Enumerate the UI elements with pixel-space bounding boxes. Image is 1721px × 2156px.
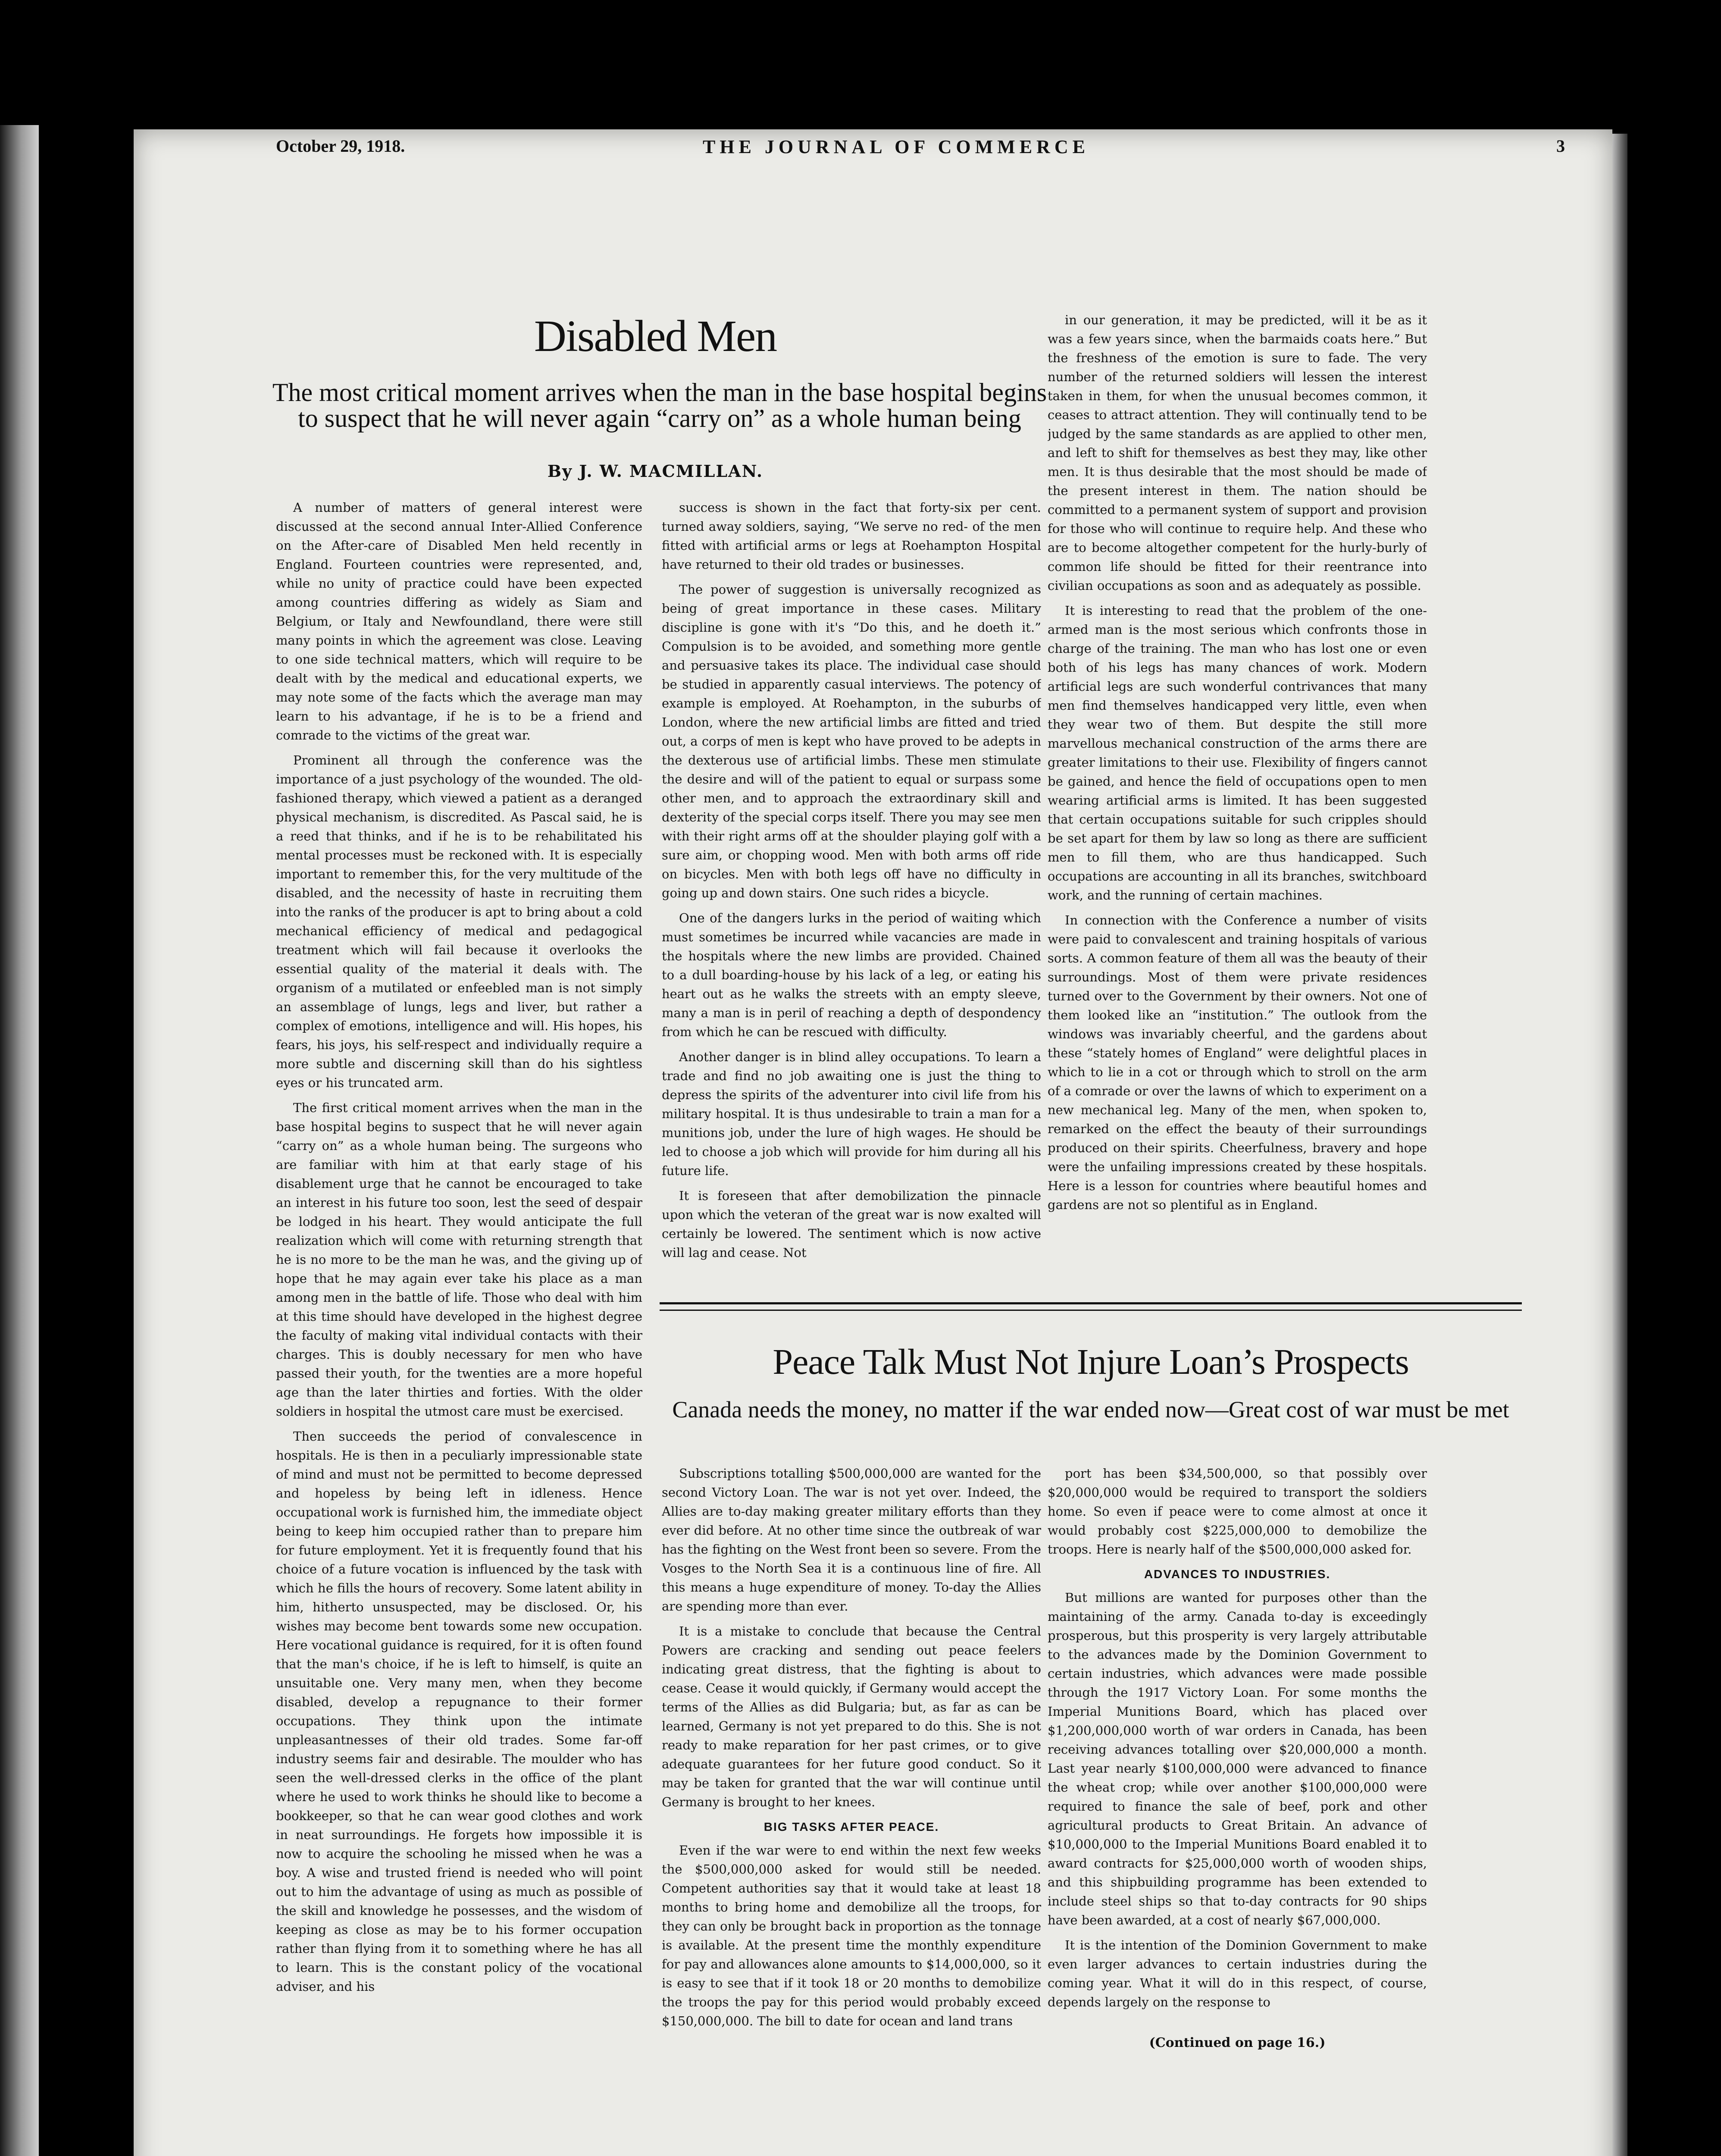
- paragraph: Subscriptions totalling $500,000,000 are wanted for the second Victory Loan. The war is not yet over. Indeed, the Allies are to-day making greater military efforts than they ever did before. At no other time since the outbreak of war has the fighting on the West front been so severe. From the Vosges to the North Sea it is a continuous line of fire. All this means a huge expenditure of money. To-day the Allies are spending more than ever.: [662, 1466, 1041, 1614]
- paragraph: It is a mistake to conclude that because the Central Powers are cracking and sending out peace feelers indicating great distress, that the fighting is about to cease. Cease it would quickly, if Germany would accept the terms of the Allies as did Bulgaria; but, as far as can be learned, Germany is not yet prepared to do this. She is not ready to make reparation for her past crimes, or to give adequate guarantees for her future good conduct. So it may be taken for granted that the war will continue until Germany is brought to her knees.: [662, 1624, 1041, 1809]
- page-right-edge: [1612, 134, 1627, 2156]
- subheading-big-tasks: BIG TASKS AFTER PEACE.: [763, 1820, 939, 1833]
- paragraph: Prominent all through the conference was the importance of a just psychology of the wounded. The old-fashioned therapy, which viewed a patient as a deranged physical mechanism, is discredited. As Pascal said, he is a reed that thinks, and if he is to be rehabilitated his mental processes must be reckoned with. It is especially important to remember this, for the very multitude of the disabled, and the necessity of haste in recruiting them into the ranks of the producer is apt to bring about a cold mechanical efficiency of medical and pedagogical treatment which will fail because it overlooks the essential quality of the material it deals with. The organism of a mutilated or enfeebled man is not simply an assemblage of lungs, legs and liver, but rather a complex of emotions, intelligence and will. His hopes, his fears, his joys, his self-respect and individually require a more subtle and discerning skill than do his sightless eyes or his truncated arm.: [276, 753, 642, 1090]
- paragraph: The power of suggestion is universally recognized as being of great importance in these cases. Military discipline is gone with it's “Do this, and he doeth it.” Compulsion is to be avoided, and something more gentle and persuasive takes its place. The individual case should be studied in apparently casual interviews. The potency of example is employed. At Roehampton, in the suburbs of London, where the new artificial limbs are fitted and tried out, a corps of men is kept who have proved to be adepts in the dexterous use of artificial limbs. These men stimulate the desire and will of the patient to equal or surpass some other men, and to approach the extraordinary skill and dexterity of the special corps itself. There you may see men with their right arms off at the shoulder playing golf with a sure aim, or chopping wood. Men with both arms off ride on bicycles. Men with both legs off have no difficulty in going up and down stairs. One such rides a bicycle.: [662, 582, 1041, 900]
- scan-left-edge: [0, 125, 39, 2156]
- article2-subtitle: Canada needs the money, no matter if the war ended now—Great cost of war must be met: [672, 1397, 1509, 1423]
- paragraph: success is shown in the fact that forty-six per cent. turned away soldiers, saying, “We serve no red- of the men fitted with artificial arms or legs at Roehampton Hospital have returned to their old trades or businesses.: [662, 500, 1041, 572]
- paragraph: One of the dangers lurks in the period of waiting which must sometimes be incurred while vacancies are made in the hospitals where the new limbs are provided. Chained to a dull boarding-house by his lack of a leg, or eating his heart out as he walks the streets with an empty sleeve, many a man is in peril of reaching a depth of despondency from which he can be rescued with difficulty.: [662, 911, 1041, 1039]
- article-subtitle: The most critical moment arrives when the man in the base hospital begins to suspect that he will never again “carry on” as a whole human being: [272, 378, 1047, 432]
- article2-column-1: [662, 1464, 1041, 2059]
- page-number: 3: [1556, 136, 1565, 156]
- continued-note: (Continued on page 16.): [1149, 2035, 1326, 2050]
- article2-column-2: [1048, 1464, 1427, 2024]
- paragraph: But millions are wanted for purposes other than the maintaining of the army. Canada to-day is exceedingly prosperous, but this prosperity is very largely attributable to the advances made by the Dominion Government to certain industries, which advances were made possible through the 1917 Victory Loan. For some months the Imperial Munitions Board, which has placed over $1,200,000,000 worth of war orders in Canada, has been receiving advances totalling over $20,000,000 a month. Last year nearly $100,000,000 were advanced to finance the wheat crop; while over another $100,000,000 were required to finance the sale of beef, pork and other agricultural products to Great Britain. An advance of $10,000,000 to the Imperial Munitions Board enabled it to award contracts for $25,000,000 worth of wooden ships, and this shipbuilding programme has been extended to include steel ships so that to-day contracts for 90 ships have been awarded, at a cost of nearly $67,000,000.: [1048, 1590, 1427, 1927]
- article-byline: By J. W. MACMILLAN.: [547, 461, 763, 481]
- paragraph: A number of matters of general interest were discussed at the second annual Inter-Allied Conference on the After-care of Disabled Men held recently in England. Fourteen countries were represented, and, while no unity of practice could have been expected among countries differing as widely as Siam and Belgium, or Italy and Newfoundland, there were still many points in which the agreement was close. Leaving to one side technical matters, which will require to be dealt with by the medical and educational experts, we may note some of the facts which the average man may learn to his advantage, if he is to be a friend and comrade to the victims of the great war.: [276, 500, 642, 743]
- subheading-advances: ADVANCES TO INDUSTRIES.: [1144, 1567, 1331, 1581]
- article1-column-3: [1048, 310, 1427, 1294]
- article-title: Disabled Men: [534, 311, 777, 361]
- paragraph: Another danger is in blind alley occupations. To learn a trade and find no job awaiting one is just the thing to depress the spirits of the adventurer into civil life from his military hospital. It is thus undesirable to train a man for a munitions job, under the lure of high wages. He should be led to choose a job which will provide for him during all his future life.: [662, 1050, 1041, 1178]
- paragraph: Even if the war were to end within the next few weeks the $500,000,000 asked for would still be needed. Competent authorities say that it would take at least 18 months to bring home and demobilize all the troops, for they can only be brought back in proportion as the tonnage is available. At the present time the monthly expenditure for pay and allowances alone amounts to $14,000,000, so it is easy to see that if it took 18 or 20 months to demobilize the troops the pay for this period would probably exceed $150,000,000. The bill to date for ocean and land trans: [662, 1843, 1041, 2028]
- paragraph: In connection with the Conference a number of visits were paid to convalescent and training hospitals of various sorts. A common feature of them all was the beauty of their surroundings. Most of them were private residences turned over to the Government by their owners. Not one of them looked like an “institution.” The outlook from the windows was invariably cheerful, and the gardens about these “stately homes of England” were delightful places in which to lie in a cot or through which to stroll on the arm of a comrade or over the lawns of which to experiment on a new mechanical leg. Many of the men, when spoken to, remarked on the effect the beauty of their surroundings produced on their spirits. Cheerfulness, bravery and hope were the unfailing impressions created by these hospitals. Here is a lesson for countries where beautiful homes and gardens are not so plentiful as in England.: [1048, 913, 1427, 1212]
- paragraph: It is interesting to read that the problem of the one-armed man is the most serious which confronts those in charge of the training. The man who has lost one or even both of his legs has many chances of work. Modern artificial legs are such wonderful contrivances that many men find themselves handicapped very little, even when they wear two of them. But despite the still more marvellous mechanical construction of the arms there are greater limitations to their use. Flexibility of fingers cannot be gained, and hence the field of occupations open to men wearing artificial arms is limited. It has been suggested that certain occupations suitable for such cripples should be set apart for them by law so long as there are sufficient men to fill them, who are thus handicapped. Such occupations are accounting in all its branches, switchboard work, and the running of certain machines.: [1048, 603, 1427, 903]
- masthead: THE JOURNAL OF COMMERCE: [703, 136, 1089, 157]
- article2-title: Peace Talk Must Not Injure Loan’s Prospects: [773, 1342, 1409, 1382]
- paragraph: It is foreseen that after demobilization the pinnacle upon which the veteran of the great war is now exalted will certainly be lowered. The sentiment which is now active will lag and cease. Not: [662, 1188, 1041, 1260]
- paragraph: The first critical moment arrives when the man in the base hospital begins to suspect that he will never again “carry on” as a whole human being. The surgeons who are familiar with him at that early stage of his disablement urge that he cannot be encouraged to take an interest in his future too soon, lest the seed of despair be lodged in his heart. They would anticipate the full realization which will come with returning strength that he is no more to be the man he was, and the giving up of hope that he may again ever take his place as a man among men in the battle of life. Those who deal with him at this time should have developed in the highest degree the faculty of making vital individual contacts with their charges. This is doubly necessary for men who have passed their youth, for the twenties are a more hopeful age than the later thirties and forties. With the older soldiers in hospital the utmost care must be exercised.: [276, 1100, 642, 1419]
- page-header: [142, 136, 1599, 175]
- paragraph: in our generation, it may be predicted, will it be as it was a few years since, when the barmaids coats here.” But the freshness of the emotion is sure to fade. The very number of the returned soldiers will lessen the interest taken in them, for when the unusual becomes common, it ceases to attract attention. They will continually tend to be judged by the same standards as are applied to other men, and left to shift for themselves as best they may, like other men. It is thus desirable that the most should be made of the present interest in them. The nation should be committed to a permanent system of support and provision for those who will continue to require help. And these who are to become altogether competent for the hurly-burly of common life should be fitted for their reentrance into civilian occupations as soon and as adequately as possible.: [1048, 313, 1427, 593]
- section-divider: [660, 1302, 1522, 1311]
- paragraph: It is the intention of the Dominion Government to make even larger advances to certain industries during the coming year. What it will do in this respect, of course, depends largely on the response to: [1048, 1938, 1427, 2009]
- article1-column-1: [276, 498, 642, 2059]
- paragraph: Then succeeds the period of convalescence in hospitals. He is then in a peculiarly impressionable state of mind and must not be permitted to become depressed and hopeless by being left in idleness. Hence occupational work is furnished him, the immediate object being to keep him occupied rather than to prepare him for future employment. Yet it is frequently found that his choice of a future vocation is influenced by the task with which he fills the hours of recovery. Some latent ability in him, hitherto unsuspected, may be disclosed. Or, his wishes may become bent towards some new occupation. Here vocational guidance is required, for it is often found that the man's choice, if he is left to himself, is quite an unsuitable one. Very many men, when they become disabled, develop a repugnance to their former occupations. They think upon the intimate unpleasantnesses of their old trades. Some far-off industry seems fair and desirable. The moulder who has seen the well-dressed clerks in the office of the plant where he used to work thinks he should like to become a bookkeeper, so that he can wear good clothes and work in neat surroundings. He forgets how impossible it is now to acquire the schooling he missed when he was a boy. A wise and trusted friend is needed who will point out to him the advantage of using as much as possible of the skill and knowledge he possesses, and the wisdom of keeping as close as may be to his former occupation rather than flying from it to something where he has all to learn. This is the constant policy of the vocational adviser, and his: [276, 1429, 642, 1994]
- article1-column-2: [662, 498, 1041, 1287]
- paragraph: port has been $34,500,000, so that possibly over $20,000,000 would be required to transport the soldiers home. So even if peace were to come almost at once it would probably cost $225,000,000 to demobilize the troops. Here is nearly half of the $500,000,000 asked for.: [1048, 1466, 1427, 1557]
- issue-date: October 29, 1918.: [276, 136, 405, 156]
